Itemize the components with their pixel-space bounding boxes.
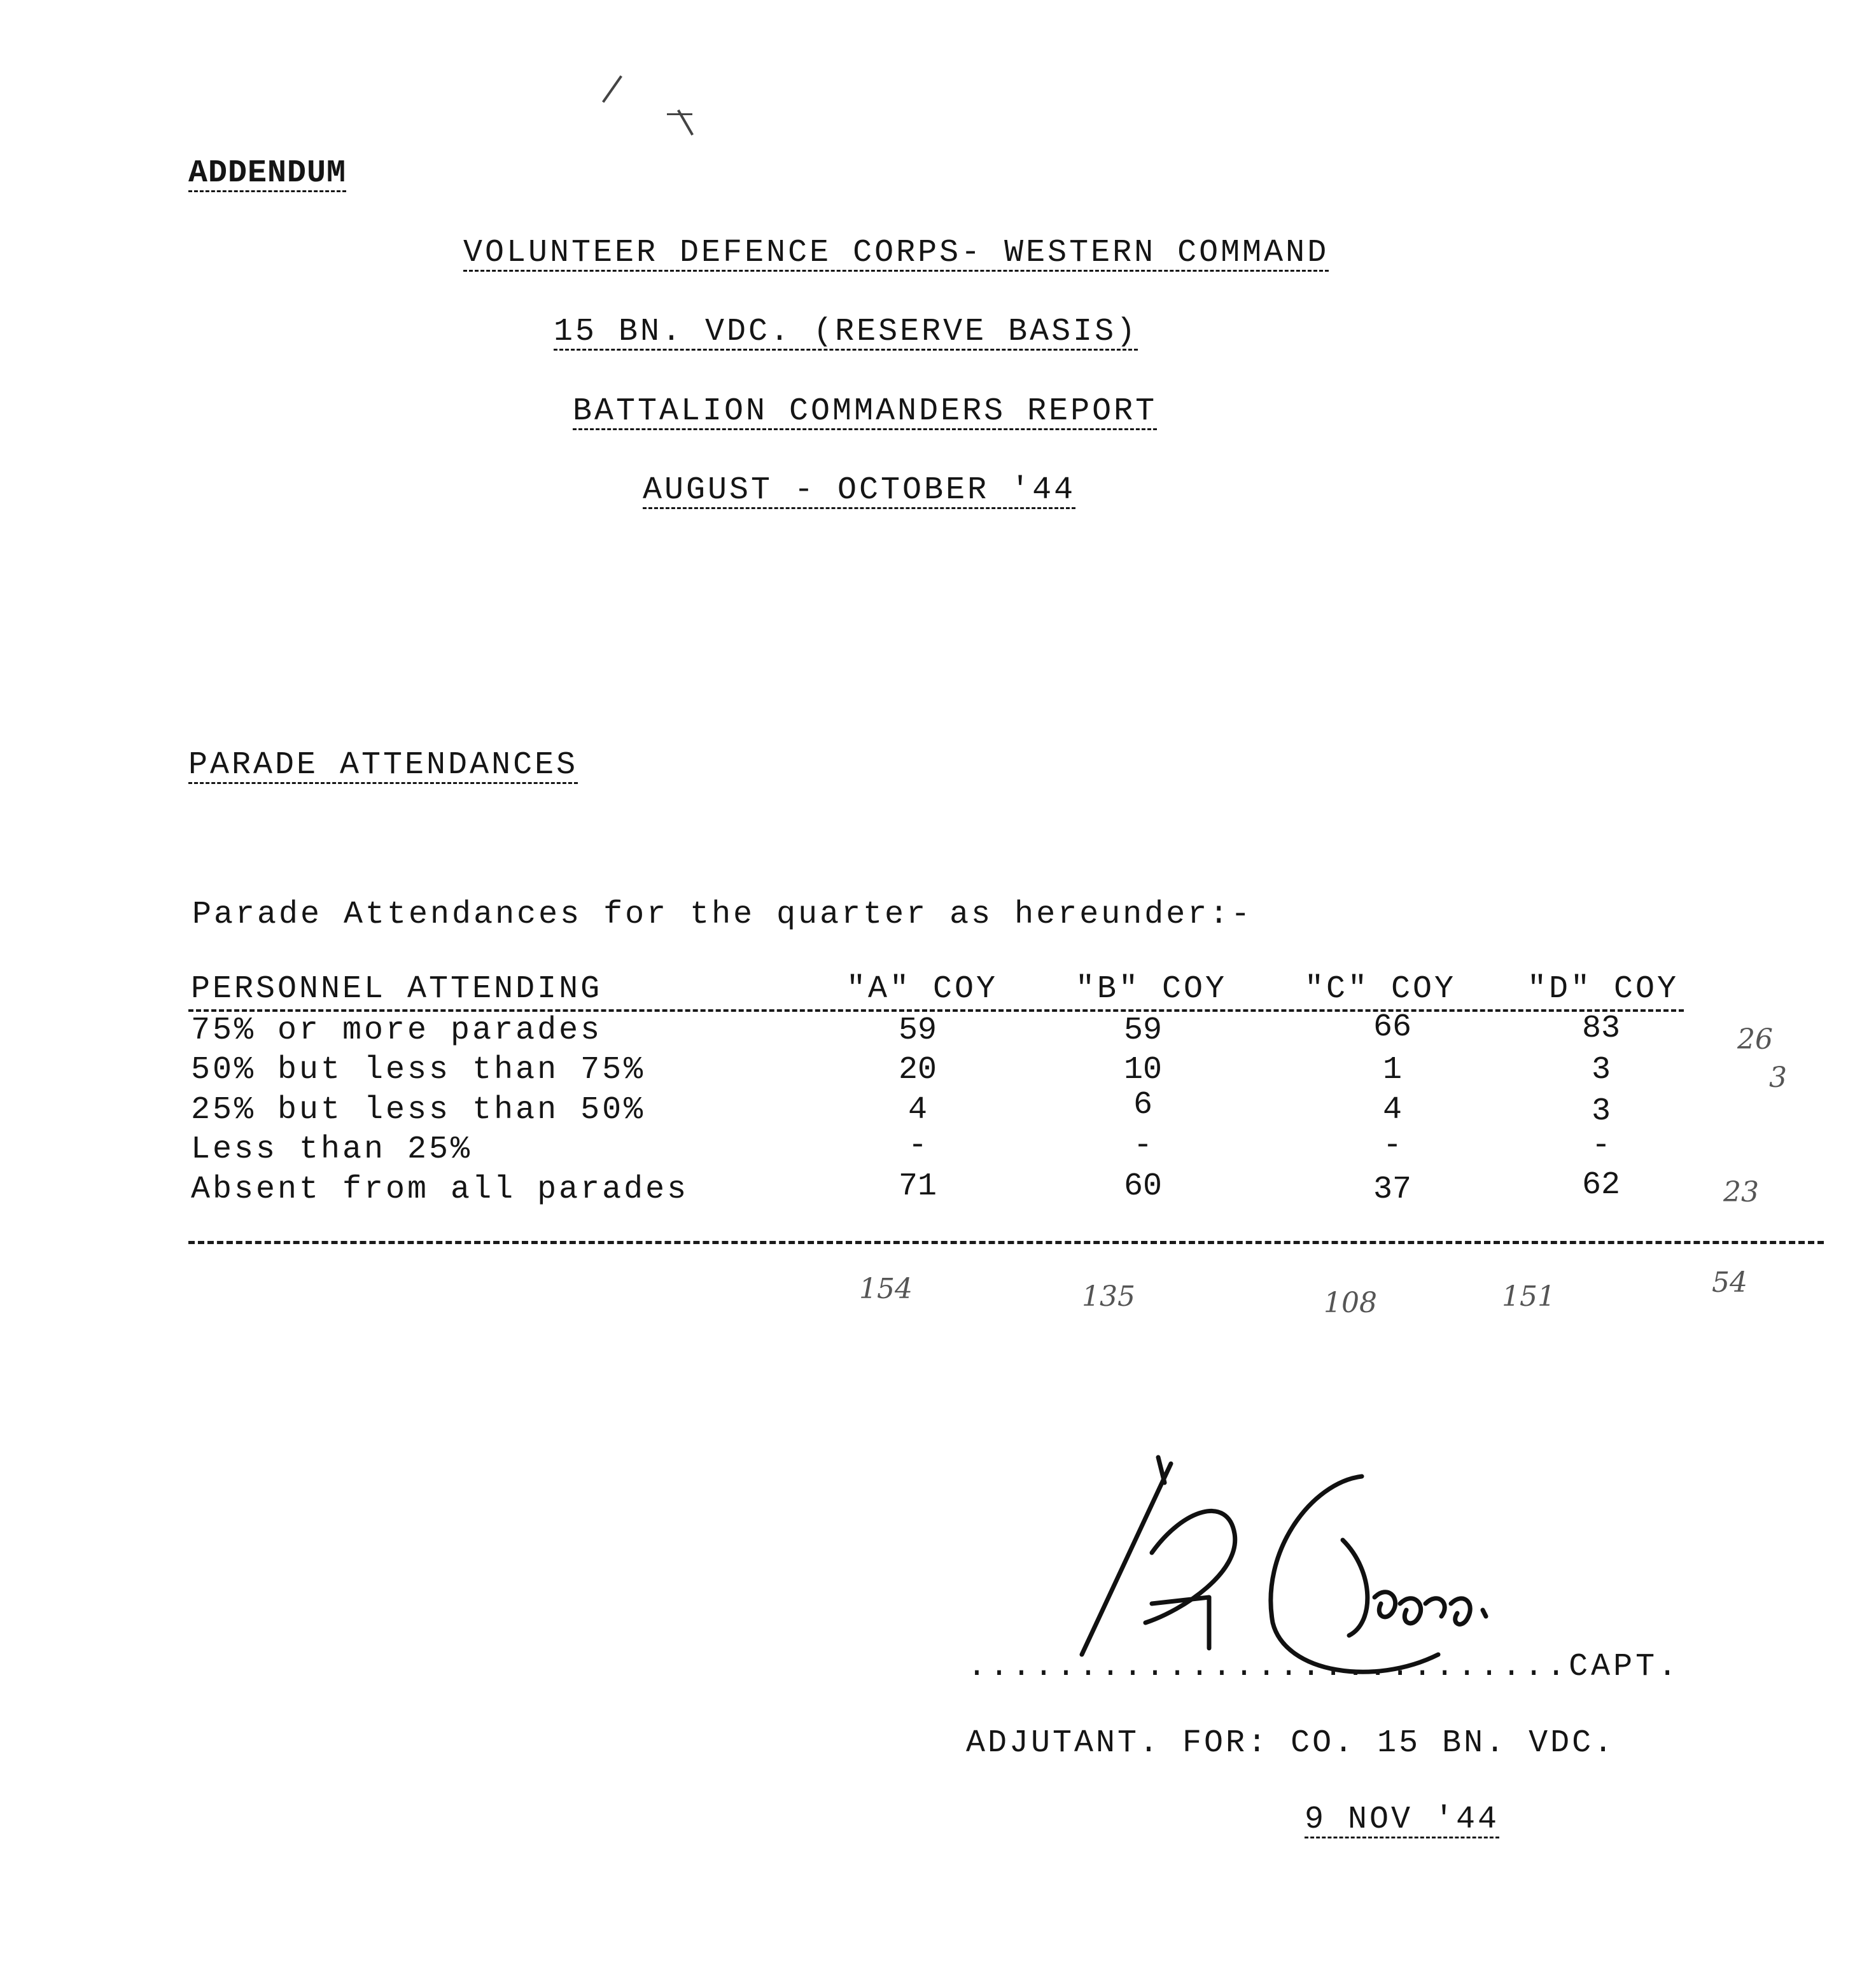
signatory-role: ADJUTANT. FOR: CO. 15 BN. VDC. [966, 1725, 1616, 1761]
pencil-mark [667, 113, 692, 115]
row-value-b: 6 [1133, 1087, 1152, 1123]
handwritten-note: 3 [1769, 1061, 1787, 1094]
handwritten-note: 26 [1737, 1023, 1773, 1056]
handwritten-total-a: 154 [859, 1273, 913, 1305]
totals-rule [188, 1241, 1824, 1244]
header-b-coy: "B" COY [1075, 971, 1228, 1007]
signature-line: ...........................CAPT. [967, 1649, 1681, 1685]
row-value-d: - [1591, 1128, 1611, 1164]
intro-text: Parade Attendances for the quarter as hereunder:- [192, 897, 1253, 933]
row-value-d: 62 [1581, 1167, 1620, 1203]
row-value-b: - [1133, 1128, 1152, 1164]
heading-line-3: BATTALION COMMANDERS REPORT [573, 393, 1158, 430]
heading-line-2: 15 BN. VDC. (RESERVE BASIS) [554, 314, 1138, 350]
row-value-a: 20 [898, 1052, 937, 1088]
row-label: 50% but less than 75% [191, 1052, 646, 1088]
handwritten-total-c: 108 [1324, 1287, 1377, 1319]
row-value-a: 59 [898, 1012, 937, 1049]
row-value-b: 10 [1123, 1052, 1162, 1088]
row-value-b: 60 [1123, 1168, 1162, 1205]
row-label: Less than 25% [191, 1131, 473, 1168]
row-value-b: 59 [1123, 1012, 1162, 1049]
heading-line-4: AUGUST - OCTOBER '44 [643, 472, 1076, 508]
row-label: 75% or more parades [191, 1012, 603, 1049]
addendum-label: ADDENDUM [188, 155, 347, 192]
row-value-d: 83 [1581, 1011, 1620, 1047]
handwritten-note: 23 [1723, 1176, 1759, 1208]
row-value-d: 3 [1591, 1052, 1611, 1088]
row-label: Absent from all parades [191, 1172, 689, 1208]
pencil-mark [602, 75, 622, 102]
row-value-a: 4 [907, 1092, 927, 1128]
header-c-coy: "C" COY [1305, 971, 1457, 1007]
row-value-c: - [1382, 1128, 1402, 1164]
row-value-c: 1 [1382, 1052, 1402, 1088]
row-value-c: 66 [1373, 1009, 1411, 1046]
handwritten-total-all: 54 [1712, 1266, 1747, 1299]
header-rule [188, 1009, 1684, 1012]
header-d-coy: "D" COY [1527, 971, 1679, 1007]
row-value-d: 3 [1591, 1093, 1611, 1130]
report-date: 9 NOV '44 [1305, 1802, 1500, 1838]
header-personnel: PERSONNEL ATTENDING [191, 971, 603, 1007]
section-title: PARADE ATTENDANCES [188, 747, 578, 783]
handwritten-total-b: 135 [1082, 1280, 1135, 1313]
row-label: 25% but less than 50% [191, 1092, 646, 1128]
heading-line-1: VOLUNTEER DEFENCE CORPS- WESTERN COMMAND [463, 235, 1329, 271]
header-a-coy: "A" COY [846, 971, 998, 1007]
row-value-c: 37 [1373, 1172, 1411, 1208]
handwritten-total-d: 151 [1502, 1280, 1555, 1313]
row-value-a: 71 [898, 1168, 937, 1205]
row-value-c: 4 [1382, 1092, 1402, 1128]
row-value-a: - [907, 1128, 927, 1164]
